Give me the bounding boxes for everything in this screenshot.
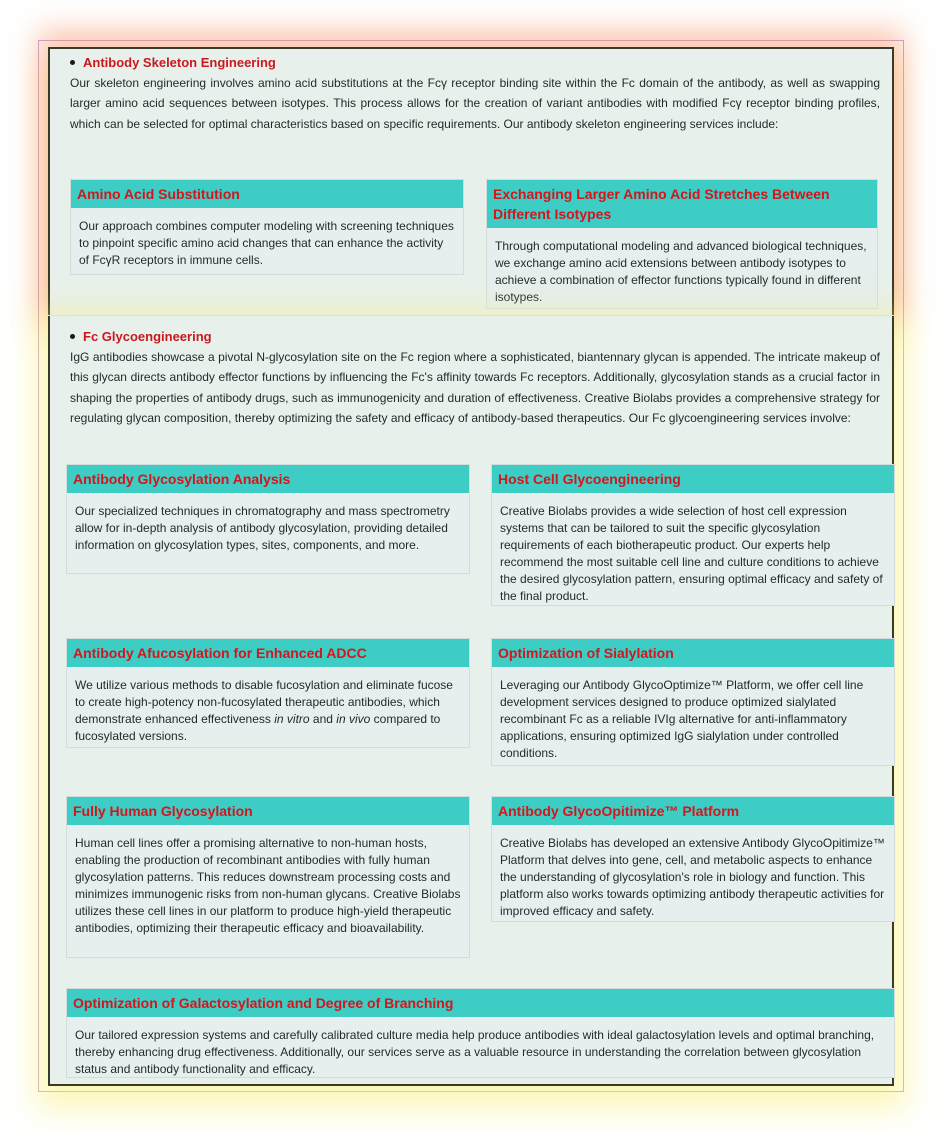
bullet-icon [70, 60, 75, 65]
skeleton-engineering-section [48, 47, 894, 315]
bullet-icon [70, 334, 75, 339]
card-title: Antibody Afucosylation for Enhanced ADCC [67, 639, 469, 667]
fc-glycoengineering-section [48, 316, 894, 1086]
glyco-intro: IgG antibodies showcase a pivotal N-glycosylation site on the Fc region where a sophisticated, biantennary glycan is appended. The intricate makeup of this glycan directs antibody effector functions by influencing the Fc's affinity towards Fc receptors. Additionally, glycosylation stands as a crucial factor in shaping the properties of antibody drugs, such as immunogenicity and duration of effectiveness. Creative Biolabs provides a comprehensive strategy for regulating glycan composition, thereby optimizing the safety and efficacy of antibody-based therapeutics. Our Fc glycoengineering services involve: [70, 350, 880, 426]
card-body: Through computational modeling and advanced biological techniques, we exchange amino acid extensions between antibody isotypes to achieve a combination of effector functions typically found in different isotypes. [495, 239, 867, 304]
card-title: Host Cell Glycoengineering [492, 465, 894, 493]
card-glycosylation-analysis [66, 464, 470, 574]
body-text: compared to fucosylated versions. [75, 712, 441, 743]
card-body: Our approach combines computer modeling with screening techniques to pinpoint specific amino acid changes that can enhance the activity of FcγR receptors in immune cells. [79, 219, 454, 267]
card-body [67, 667, 469, 751]
card-title: Antibody GlycoOpitimize™ Platform [492, 797, 894, 825]
card-body: Creative Biolabs has developed an extensive Antibody GlycoOpitimize™ Platform that delves into gene, cell, and metabolic aspects to enhance the understanding of glycosylation's role in biology and function. This platform also works towards optimizing antibody therapeutic activities for improved efficacy and safety. [500, 836, 885, 918]
card-body: Our specialized techniques in chromatography and mass spectrometry allow for in-depth analysis of antibody glycosylation, providing detailed information on glycosylation types, sites, components, and more. [75, 504, 450, 552]
card-host-cell-glycoengineering [491, 464, 895, 606]
body-italic: in vivo [336, 712, 371, 726]
card-exchanging-amino-acid-stretches [486, 179, 878, 309]
card-title: Antibody Glycosylation Analysis [67, 465, 469, 493]
card-body: Human cell lines offer a promising alternative to non-human hosts, enabling the production of recombinant antibodies with fully human glycosylation patterns. This reduces downstream processing costs and minimizes immunogenic risks from non-human glycans. Creative Biolabs utilizes these cell lines in our platform to produce high-yield therapeutic antibodies, optimizing their therapeutic efficacy and bioavailability. [75, 836, 461, 935]
card-sialylation [491, 638, 895, 766]
skeleton-heading-text: Antibody Skeleton Engineering [83, 55, 276, 70]
card-fully-human-glycosylation [66, 796, 470, 958]
body-text: We utilize various methods to disable fucosylation and eliminate fucose to create high-potency non-fucosylated therapeutic antibodies, which demonstrate enhanced effectiveness [75, 678, 453, 726]
glyco-heading-text: Fc Glycoengineering [83, 329, 212, 344]
skeleton-heading [70, 55, 276, 70]
card-title: Amino Acid Substitution [71, 180, 463, 208]
card-body: Creative Biolabs provides a wide selection of host cell expression systems that can be tailored to suit the specific glycosylation requirements of each biotherapeutic product. Our experts help recommend the most suitable cell line and culture conditions to achieve the desired glycosylation pattern, ensuring optimal efficacy and safety of the final product. [500, 504, 883, 603]
card-galactosylation [66, 988, 895, 1078]
body-italic: in vitro [274, 712, 310, 726]
skeleton-intro: Our skeleton engineering involves amino acid substitutions at the Fcγ receptor binding site within the Fc domain of the antibody, as well as swapping larger amino acid sequences between isotypes. This process allows for the creation of variant antibodies with modified Fcγ receptor binding profiles, which can be selected for optimal characteristics based on specific requirements. Our antibody skeleton engineering services include: [70, 76, 880, 131]
card-title: Exchanging Larger Amino Acid Stretches Between Different Isotypes [487, 180, 877, 228]
card-amino-acid-substitution [70, 179, 464, 275]
card-body: Leveraging our Antibody GlycoOptimize™ Platform, we offer cell line development services designed to produce optimized sialylated recombinant Fc as a reliable IVIg alternative for anti-inflammatory applications, ensuring optimized IgG sialylation under controlled conditions. [500, 678, 864, 760]
card-afucosylation [66, 638, 470, 748]
glyco-heading [70, 329, 212, 344]
card-title: Optimization of Sialylation [492, 639, 894, 667]
card-body: Our tailored expression systems and carefully calibrated culture media help produce antibodies with ideal galactosylation levels and optimal branching, thereby enhancing drug effectiveness. Additionally, our services serve as a valuable resource in understanding the correlation between glycosylation status and antibody functionality and efficacy. [75, 1028, 875, 1076]
body-text: and [309, 712, 337, 726]
card-title: Optimization of Galactosylation and Degree of Branching [67, 989, 894, 1017]
card-title: Fully Human Glycosylation [67, 797, 469, 825]
card-glycoopitimize-platform [491, 796, 895, 922]
